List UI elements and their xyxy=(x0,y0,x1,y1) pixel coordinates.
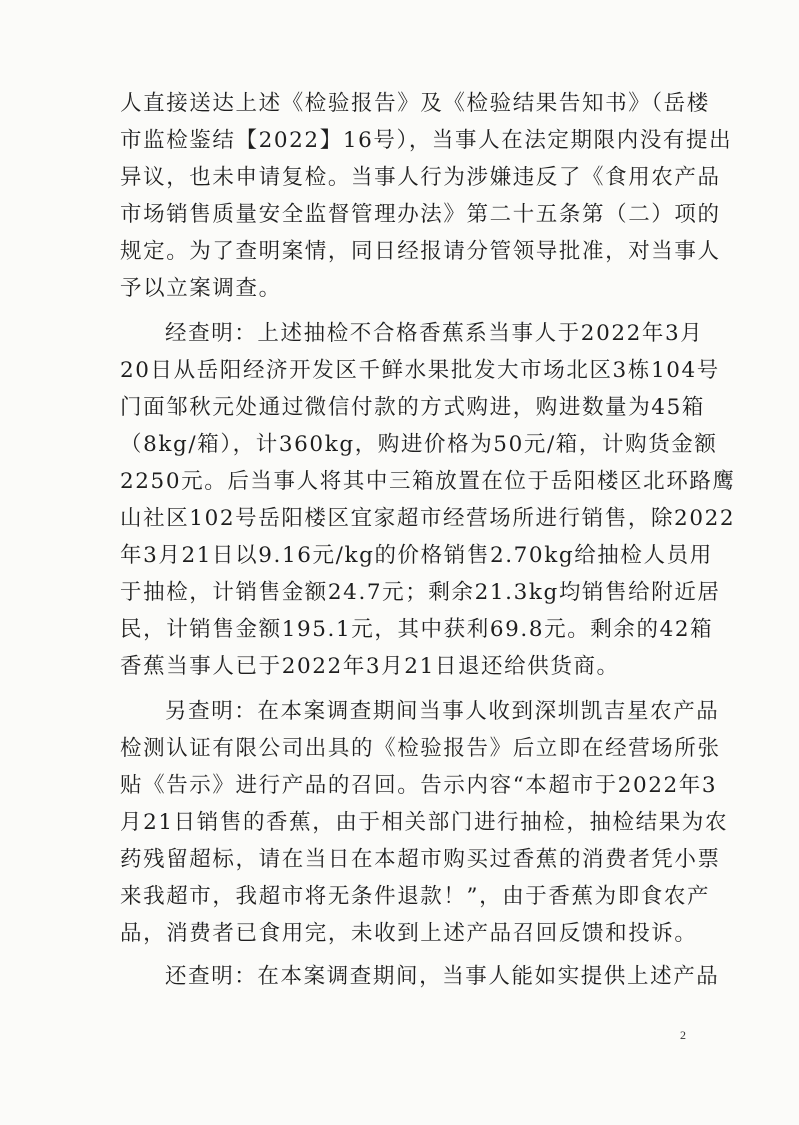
text-line: 品，消费者已食用完，未收到上述产品召回反馈和投诉。 xyxy=(120,921,698,946)
text-line: 药残留超标，请在当日在本超市购买过香蕉的消费者凭小票 xyxy=(120,847,721,872)
text-line: （8kg/箱），计360kg，购进价格为50元/箱，计购货金额 xyxy=(120,432,718,457)
paragraph-start-line: 还查明：在本案调查期间，当事人能如实提供上述产品 xyxy=(165,964,720,989)
text-line: 年3月21日以9.16元/kg的价格销售2.70kg给抽检人员用 xyxy=(120,543,713,568)
text-line: 异议，也未申请复检。当事人行为涉嫌违反了《食用农产品 xyxy=(120,165,721,190)
text-line: 门面邹秋元处通过微信付款的方式购进，购进数量为45箱 xyxy=(120,395,705,420)
text-line: 来我超市，我超市将无条件退款！”，由于香蕉为即食农产 xyxy=(120,884,711,909)
paragraph-start-line: 经查明：上述抽检不合格香蕉系当事人于2022年3月 xyxy=(165,321,704,346)
page-number: 2 xyxy=(680,1028,686,1042)
text-line: 20日从岳阳经济开发区千鲜水果批发大市场北区3栋104号 xyxy=(120,358,720,383)
text-line: 市监检鉴结【2022】16号），当事人在法定期限内没有提出 xyxy=(120,128,733,153)
text-line: 民，计销售金额195.1元，其中获利69.8元。剩余的42箱 xyxy=(120,617,714,642)
text-line: 予以立案调查。 xyxy=(120,276,282,301)
text-line: 人直接送达上述《检验报告》及《检验结果告知书》（岳楼 xyxy=(120,91,710,116)
text-line: 检测认证有限公司出具的《检验报告》后立即在经营场所张 xyxy=(120,736,721,761)
text-line: 市场销售质量安全监督管理办法》第二十五条第（二）项的 xyxy=(120,202,721,227)
text-line: 于抽检，计销售金额24.7元；剩余21.3kg均销售给附近居 xyxy=(120,580,721,605)
text-line: 规定。为了查明案情，同日经报请分管领导批准，对当事人 xyxy=(120,239,721,264)
text-line: 贴《告示》进行产品的召回。告示内容“本超市于2022年3 xyxy=(120,773,718,798)
text-line: 山社区102号岳阳楼区宜家超市经营场所进行销售，除2022 xyxy=(120,506,736,531)
text-line: 月21日销售的香蕉，由于相关部门进行抽检，抽检结果为农 xyxy=(120,810,729,835)
paragraph-start-line: 另查明：在本案调查期间当事人收到深圳凯吉星农产品 xyxy=(165,699,720,724)
text-line: 香蕉当事人已于2022年3月21日退还给供货商。 xyxy=(120,654,620,679)
text-line: 2250元。后当事人将其中三箱放置在位于岳阳楼区北环路鹰 xyxy=(120,469,736,494)
